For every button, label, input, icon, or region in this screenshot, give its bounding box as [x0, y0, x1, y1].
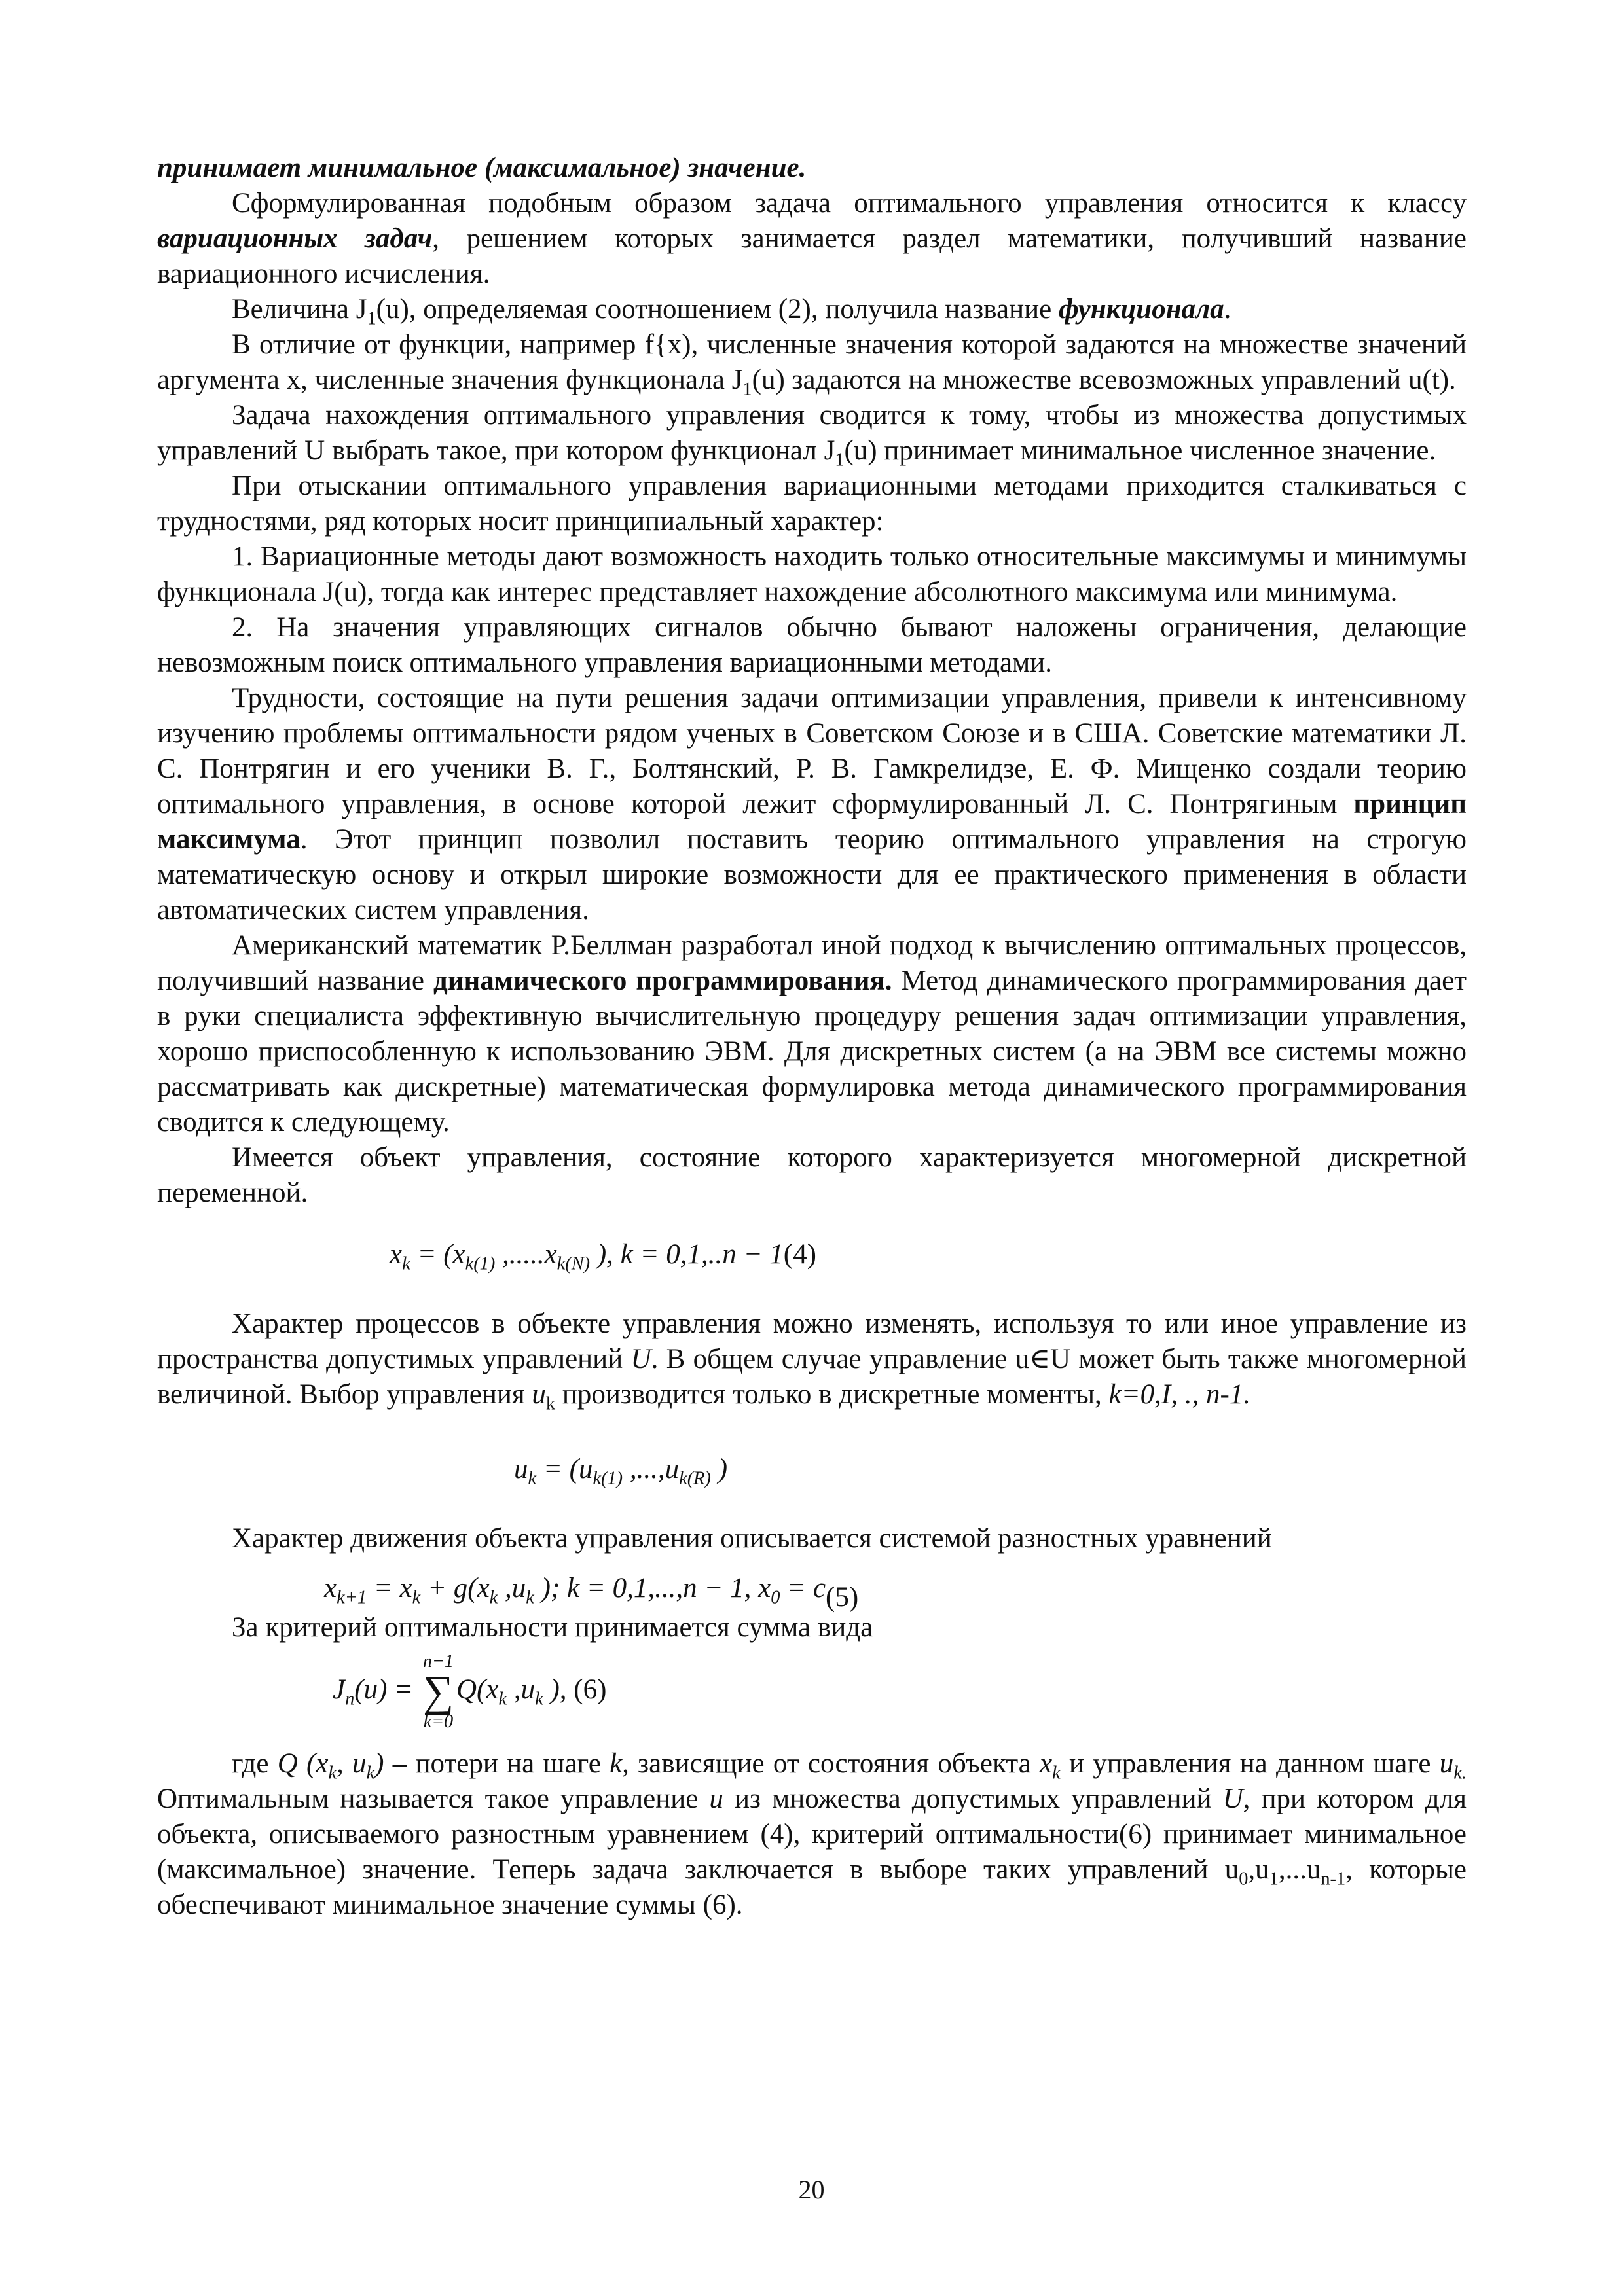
- italic-span: U,: [1222, 1784, 1250, 1814]
- text-span: , которые обеспечивают минимальное значение суммы (6).: [157, 1854, 1467, 1920]
- italic-span: u: [532, 1379, 546, 1410]
- sum-upper-limit: n−1: [423, 1651, 454, 1672]
- formula-part: x: [324, 1573, 337, 1604]
- page-number: 20: [798, 2175, 825, 2204]
- paragraph-2: [157, 292, 1467, 327]
- summation-sign: [423, 1652, 454, 1732]
- page-body: [157, 151, 1467, 1923]
- text-span: Задача нахождения оптимального управления сводится к тому, чтобы из множества допустимых управлений U выбрать такое, при котором функционал J: [157, 400, 1467, 466]
- paragraph-0: [157, 151, 1467, 186]
- text-span: при котором для объекта, описываемого разностным уравнением (4), критерий оптимальности(6) принимает минимальное (максимальное) значение. Теперь задача заключается в выборе таких управлений u: [157, 1784, 1467, 1885]
- text-span: где: [232, 1748, 278, 1779]
- formula-subscript: k(1): [593, 1468, 623, 1489]
- text-span: (u) принимает минимальное численное значение.: [844, 435, 1436, 466]
- italic-span: k,: [610, 1748, 629, 1779]
- formula-part: = x: [367, 1573, 412, 1604]
- paragraph-14: [157, 1746, 1467, 1923]
- italic-span: Q (x: [277, 1748, 329, 1779]
- paragraph-1: [157, 186, 1467, 292]
- formula-part: ),: [543, 1674, 567, 1705]
- italic-span: k=0,I, ., n-1.: [1108, 1379, 1251, 1410]
- text-span: Величина J: [232, 294, 367, 325]
- formula-5: [157, 1571, 1467, 1613]
- formula-4: [157, 1237, 1467, 1272]
- formula-6: [157, 1652, 1467, 1732]
- formula-subscript: k: [526, 1587, 534, 1608]
- paragraph-10: Имеется объект управления, состояние которого характеризуется многомерной дискретной переменной.: [157, 1142, 1467, 1208]
- formula-subscript: k: [498, 1689, 507, 1710]
- text-span: Характер процессов в объекте управления можно изменять, используя то или иное управление из пространства допустимых управлений: [157, 1308, 1467, 1374]
- paragraph-5: При отыскании оптимального управления вариационными методами приходится сталкиваться с трудностями, ряд которых носит принципиальный характер:: [157, 471, 1467, 537]
- subscript: k: [366, 1763, 375, 1784]
- formula-part: ,...,u: [623, 1454, 680, 1484]
- paragraph-4: [157, 398, 1467, 469]
- formula-part: ): [710, 1454, 728, 1484]
- text-span: и управления на данном шаге: [1060, 1748, 1440, 1779]
- formula-subscript: k(1): [465, 1253, 496, 1274]
- formula-subscript: 0: [771, 1587, 780, 1608]
- text-span: зависящие от состояния объекта: [629, 1748, 1040, 1779]
- text-span: В отличие от функции, например f{x), численные значения которой задаются на множестве значений аргумента x, численные значения функционала J: [157, 329, 1467, 395]
- paragraph-13: За критерий оптимальности принимается сумма вида: [232, 1612, 873, 1643]
- formula-u: [157, 1452, 1467, 1487]
- subscript: k.: [1453, 1763, 1467, 1784]
- paragraph-8: [157, 681, 1467, 928]
- subscript: k: [328, 1763, 337, 1784]
- paragraph-12: Характер движения объекта управления описывается системой разностных уравнений: [232, 1523, 1272, 1554]
- sum-lower-limit: k=0: [423, 1712, 454, 1732]
- subscript: 1: [1269, 1869, 1279, 1890]
- subscript: 1: [835, 450, 845, 471]
- term-maximum-principle: принцип максимума: [157, 789, 1467, 855]
- sigma-symbol: ∑: [422, 1668, 454, 1715]
- paragraph-3: [157, 327, 1467, 398]
- paragraph-11: [157, 1306, 1467, 1412]
- subscript: k: [1052, 1763, 1061, 1784]
- formula-part: (u) =: [354, 1674, 420, 1705]
- subscript: k: [545, 1393, 556, 1414]
- equation-number: (5): [826, 1582, 859, 1613]
- equation-number: (6): [566, 1674, 607, 1705]
- formula-subscript: k: [412, 1587, 421, 1608]
- formula-subscript: k: [402, 1253, 410, 1274]
- text-span: из множества допустимых управлений: [723, 1784, 1223, 1814]
- formula-part: u: [514, 1454, 528, 1484]
- formula-part: Q(x: [456, 1674, 499, 1705]
- term-functional: функционала: [1058, 294, 1224, 325]
- formula-subscript: k: [535, 1689, 543, 1710]
- formula-part: = (u: [536, 1454, 593, 1484]
- formula-part: + g(x: [420, 1573, 490, 1604]
- text-span: – потери на шаге: [384, 1748, 610, 1779]
- formula-part: ,.....x: [495, 1239, 557, 1270]
- formula-part: x: [390, 1239, 403, 1270]
- list-item-1: 1. Вариационные методы дают возможность находить только относительные максимумы и минимумы функционала J(u), тогда как интерес представляет нахождение абсолютного максимума или минимума.: [157, 541, 1467, 607]
- italic-span: , u: [337, 1748, 367, 1779]
- formula-subscript: k: [528, 1468, 537, 1489]
- text-span: , решением которых занимается раздел математики, получивший название вариационного исчисления.: [157, 223, 1467, 289]
- formula-subscript: k: [489, 1587, 498, 1608]
- text-span: Американский математик Р.Беллман разработал иной подход к вычислению оптимальных процессов, получивший название: [157, 930, 1467, 996]
- subscript: n-1: [1321, 1869, 1346, 1890]
- formula-part: ,u: [498, 1573, 526, 1604]
- formula-part: ,u: [507, 1674, 536, 1705]
- equation-number: (4): [783, 1239, 816, 1270]
- text-span: производится только в дискретные моменты,: [555, 1379, 1109, 1410]
- subscript: 1: [367, 308, 376, 329]
- text-span: (u), определяемая соотношением (2), получила название: [376, 294, 1059, 325]
- formula-part: ); k = 0,1,...,n − 1, x: [534, 1573, 771, 1604]
- text-span: Метод динамического программирования дает в руки специалиста эффективную вычислительную процедуру решения задач оптимизации управления, хорошо приспособленную к использованию ЭВМ. Для дискретных систем (а на ЭВМ все системы можно рассматривать как дискретные) математическая формулировка метода динамического программирования сводится к следующему.: [157, 965, 1467, 1138]
- italic-span: u: [1439, 1748, 1454, 1779]
- subscript: 1: [742, 379, 752, 400]
- italic-span: x: [1039, 1748, 1053, 1779]
- italic-span: U: [630, 1344, 651, 1374]
- formula-part: J: [333, 1674, 346, 1705]
- term-variational-problems: вариационных задач: [157, 223, 433, 254]
- text-span: . Этот принцип позволил поставить теорию оптимального управления на строгую математическую основу и открыл широкие возможности для ее практического применения в области автоматических систем управления.: [157, 824, 1467, 925]
- formula-part: ), k = 0,1,..n − 1: [590, 1239, 784, 1270]
- term-dynamic-programming: динамического программирования.: [433, 965, 892, 996]
- text-span: .: [1224, 294, 1231, 325]
- formula-part: = c: [780, 1573, 826, 1604]
- formula-subscript: k+1: [337, 1587, 367, 1608]
- formula-subscript: k(R): [679, 1468, 711, 1489]
- text-span: (u) задаются на множестве всевозможных управлений u(t).: [752, 365, 1456, 395]
- subscript: 0: [1239, 1869, 1249, 1890]
- formula-subscript: n: [345, 1689, 355, 1710]
- text-span: ,u: [1248, 1854, 1269, 1885]
- emphasis-text: принимает минимальное (максимальное) значение.: [157, 152, 807, 183]
- list-item-2: 2. На значения управляющих сигналов обычно бывают наложены ограничения, делающие невозможным поиск оптимального управления вариационными методами.: [157, 612, 1467, 678]
- text-span: Оптимальным называется такое управление: [157, 1784, 710, 1814]
- text-span: ,...u: [1278, 1854, 1321, 1885]
- italic-span: u: [709, 1784, 723, 1814]
- italic-span: ): [374, 1748, 384, 1779]
- text-span: . В общем случае управление u∈U может быть также многомерной величиной. Выбор управления: [157, 1344, 1467, 1410]
- text-span: Трудности, состоящие на пути решения задачи оптимизации управления, привели к интенсивному изучению проблемы оптимальности рядом ученых в Советском Союзе и в США. Советские математики Л. С. Понтрягин и его ученики В. Г., Болтянский, Р. В. Гамкрелидзе, Е. Ф. Мищенко создали теорию оптимального управления, в основе которой лежит сформулированный Л. С. Понтрягиным: [157, 683, 1467, 819]
- formula-subscript: k(N): [556, 1253, 591, 1274]
- formula-part: = (x: [410, 1239, 465, 1270]
- paragraph-9: [157, 928, 1467, 1140]
- text-span: Сформулированная подобным образом задача оптимального управления относится к классу: [232, 188, 1467, 219]
